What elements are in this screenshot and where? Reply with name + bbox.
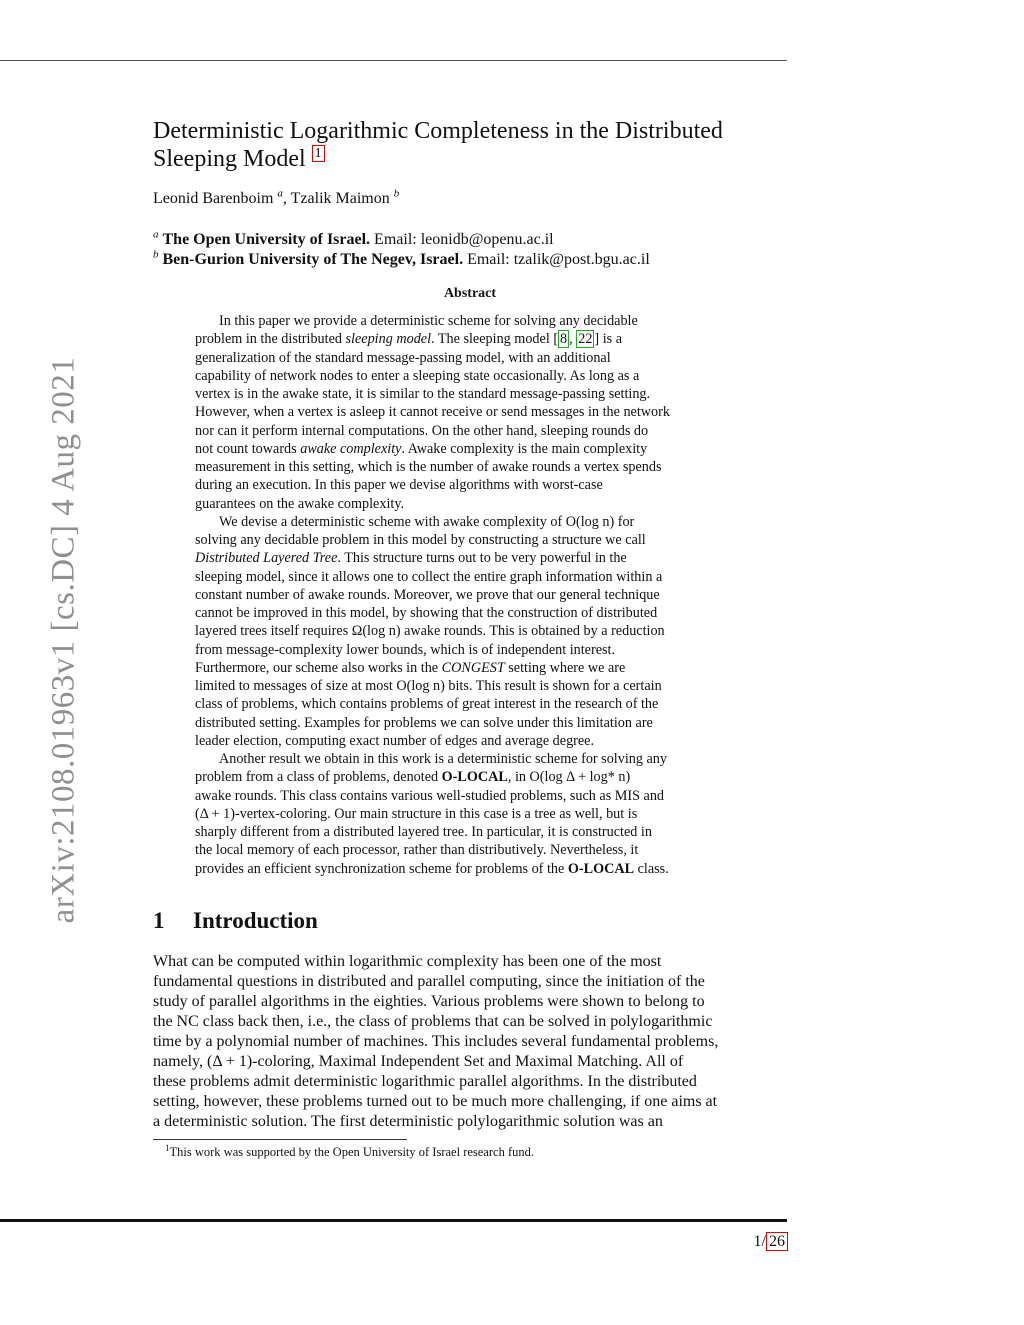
affiliation-name: Ben-Gurion University of The Negev, Israel. xyxy=(162,251,464,268)
abstract-line: layered trees itself requires Ω(log n) awake rounds. This is obtained by a reduction xyxy=(195,623,665,640)
abstract-line: However, when a vertex is asleep it cannot receive or send messages in the network xyxy=(195,404,670,421)
affiliation-email: Email: tzalik@post.bgu.ac.il xyxy=(467,251,650,268)
abstract-line xyxy=(195,768,751,786)
abstract-line: generalization of the standard message-passing model, with an additional xyxy=(195,349,611,366)
author-name: Leonid Barenboim xyxy=(153,190,274,207)
emphasis-text: sleeping model xyxy=(345,331,432,348)
bold-text: O-LOCAL xyxy=(441,769,508,786)
footnote-divider xyxy=(153,1139,407,1140)
bold-text: O-LOCAL xyxy=(567,860,635,877)
body-line: setting, however, these problems turned out to be much more challenging, if one aims at xyxy=(153,1093,718,1110)
total-pages-link[interactable]: 26 xyxy=(766,1232,788,1251)
author-affiliation-mark: b xyxy=(393,187,400,200)
abstract-line: measurement in this setting, which is the number of awake rounds a vertex spends xyxy=(195,459,662,475)
title-line-1: Deterministic Logarithmic Completeness in the Distributed xyxy=(153,118,723,144)
author-separator: , xyxy=(282,190,291,207)
text-run: class. xyxy=(634,860,669,877)
section-number: 1 xyxy=(153,908,165,933)
affiliation-email: Email: leonidb@openu.ac.il xyxy=(374,231,554,248)
abstract-line: sharply different from a distributed layered tree. In particular, it is constructed in xyxy=(195,824,652,840)
author-list xyxy=(153,189,399,209)
abstract-line: vertex is in the awake state, it is similar to the standard message-passing setting. xyxy=(195,386,651,402)
abstract-line: class of problems, which contains problems of great interest in the research of the xyxy=(195,696,659,713)
abstract-line: sleeping model, since it allows one to collect the entire graph information within a xyxy=(195,568,663,585)
emphasis-text: Distributed Layered Tree xyxy=(195,550,338,567)
text-run: Furthermore, our scheme also works in the xyxy=(195,659,442,676)
text-run: , xyxy=(569,331,577,348)
body-line: time by a polynomial number of machines. This includes several fundamental problems, xyxy=(153,1033,719,1050)
text-run: provides an efficient synchronization scheme for problems of the xyxy=(195,860,568,877)
abstract-line: We devise a deterministic scheme with awake complexity of O(log n) for xyxy=(219,513,635,530)
current-page: 1 xyxy=(753,1233,762,1250)
footnote-mark: 1 xyxy=(165,1142,170,1153)
abstract-line: during an execution. In this paper we devise algorithms with worst-case xyxy=(195,477,603,494)
abstract-line: constant number of awake rounds. Moreover, we prove that our general technique xyxy=(195,586,660,603)
abstract-body xyxy=(195,312,751,878)
footnote xyxy=(165,1144,534,1160)
abstract-line: cannot be improved in this model, by showing that the construction of distributed xyxy=(195,605,658,621)
abstract-line: distributed setting. Examples for problems we can solve under this limitation are xyxy=(195,714,653,731)
body-line: fundamental questions in distributed and parallel computing, since the initiation of the xyxy=(153,973,705,990)
text-run: , in O(log Δ + log* n) xyxy=(507,769,631,786)
abstract-line: leader election, computing exact number of edges and average degree. xyxy=(195,732,595,749)
affiliation-name: The Open University of Israel. xyxy=(162,231,371,248)
abstract-line: nor can it perform internal computations. On the other hand, sleeping rounds do xyxy=(195,422,649,439)
abstract-line xyxy=(195,330,751,348)
abstract-line: solving any decidable problem in this model by constructing a structure we call xyxy=(195,532,646,548)
body-line: these problems admit deterministic logarithmic parallel algorithms. In the distributed xyxy=(153,1073,697,1090)
top-rule xyxy=(0,60,787,61)
text-run: . Awake complexity is the main complexity xyxy=(401,440,648,457)
citation-bracket: [ xyxy=(553,331,559,348)
affiliations xyxy=(153,230,793,270)
emphasis-text: awake complexity xyxy=(300,440,402,457)
affiliation-row xyxy=(153,230,793,250)
affiliation-mark: b xyxy=(153,248,159,261)
text-run: is a xyxy=(599,331,623,348)
body-line: What can be computed within logarithmic complexity has been one of the most xyxy=(153,953,662,970)
footnote-text: This work was supported by the Open University of Israel research fund. xyxy=(169,1145,534,1159)
bottom-rule xyxy=(0,1219,787,1222)
abstract-line: Another result we obtain in this work is a deterministic scheme for solving any xyxy=(219,751,667,767)
abstract-line: (Δ + 1)-vertex-coloring. Our main structure in this case is a tree as well, but is xyxy=(195,805,638,822)
introduction-body xyxy=(153,952,787,1132)
abstract-line xyxy=(195,549,751,567)
text-run: not count towards xyxy=(195,440,301,457)
title-footnote-link[interactable]: 1 xyxy=(312,145,325,162)
abstract-line: guarantees on the awake complexity. xyxy=(195,495,405,512)
abstract-line: limited to messages of size at most O(log n) bits. This result is shown for a certain xyxy=(195,678,662,694)
title-line-2: Sleeping Model xyxy=(153,146,306,172)
emphasis-text: CONGEST xyxy=(441,659,505,676)
body-line: study of parallel algorithms in the eighties. Various problems were shown to belong to xyxy=(153,993,705,1010)
arxiv-identifier-stamp: arXiv:2108.01963v1 [cs.DC] 4 Aug 2021 xyxy=(45,356,82,924)
text-run: . This structure turns out to be very powerful in the xyxy=(337,550,627,567)
abstract-line: awake rounds. This class contains various well-studied problems, such as MIS and xyxy=(195,787,665,804)
paper-title xyxy=(153,117,793,173)
body-line: a deterministic solution. The first deterministic polylogarithmic solution was an xyxy=(153,1113,663,1130)
abstract-line: capability of network nodes to enter a sleeping state occasionally. As long as a xyxy=(195,367,640,384)
citation-bracket: ] xyxy=(594,331,600,348)
section-title-text: Introduction xyxy=(193,908,318,933)
affiliation-row xyxy=(153,250,793,270)
abstract-line: the local memory of each processor, rather than distributively. Nevertheless, it xyxy=(195,842,639,859)
citation-link[interactable]: 8 xyxy=(560,331,568,348)
citation-link[interactable]: 22 xyxy=(578,331,593,348)
section-heading xyxy=(153,908,318,934)
abstract-line xyxy=(195,440,751,458)
affiliation-mark: a xyxy=(153,228,159,241)
abstract-line: from message-complexity lower bounds, which is of independent interest. xyxy=(195,641,616,658)
abstract-line: In this paper we provide a deterministic scheme for solving any decidable xyxy=(219,313,638,329)
text-run: problem in the distributed xyxy=(195,331,346,348)
abstract-line xyxy=(195,659,751,677)
page-number xyxy=(754,1233,788,1251)
body-line: the NC class back then, i.e., the class of problems that can be solved in polylogarithmic xyxy=(153,1013,713,1030)
author-name: Tzalik Maimon xyxy=(290,190,390,207)
abstract-heading: Abstract xyxy=(443,286,497,301)
text-run: . The sleeping model xyxy=(431,331,554,348)
page-separator: / xyxy=(761,1233,766,1250)
author-affiliation-mark: a xyxy=(277,187,283,200)
text-run: problem from a class of problems, denoted xyxy=(195,769,442,786)
text-run: setting where we are xyxy=(504,659,626,676)
abstract-line xyxy=(195,860,751,878)
body-line: namely, (Δ + 1)-coloring, Maximal Independent Set and Maximal Matching. All of xyxy=(153,1053,684,1070)
